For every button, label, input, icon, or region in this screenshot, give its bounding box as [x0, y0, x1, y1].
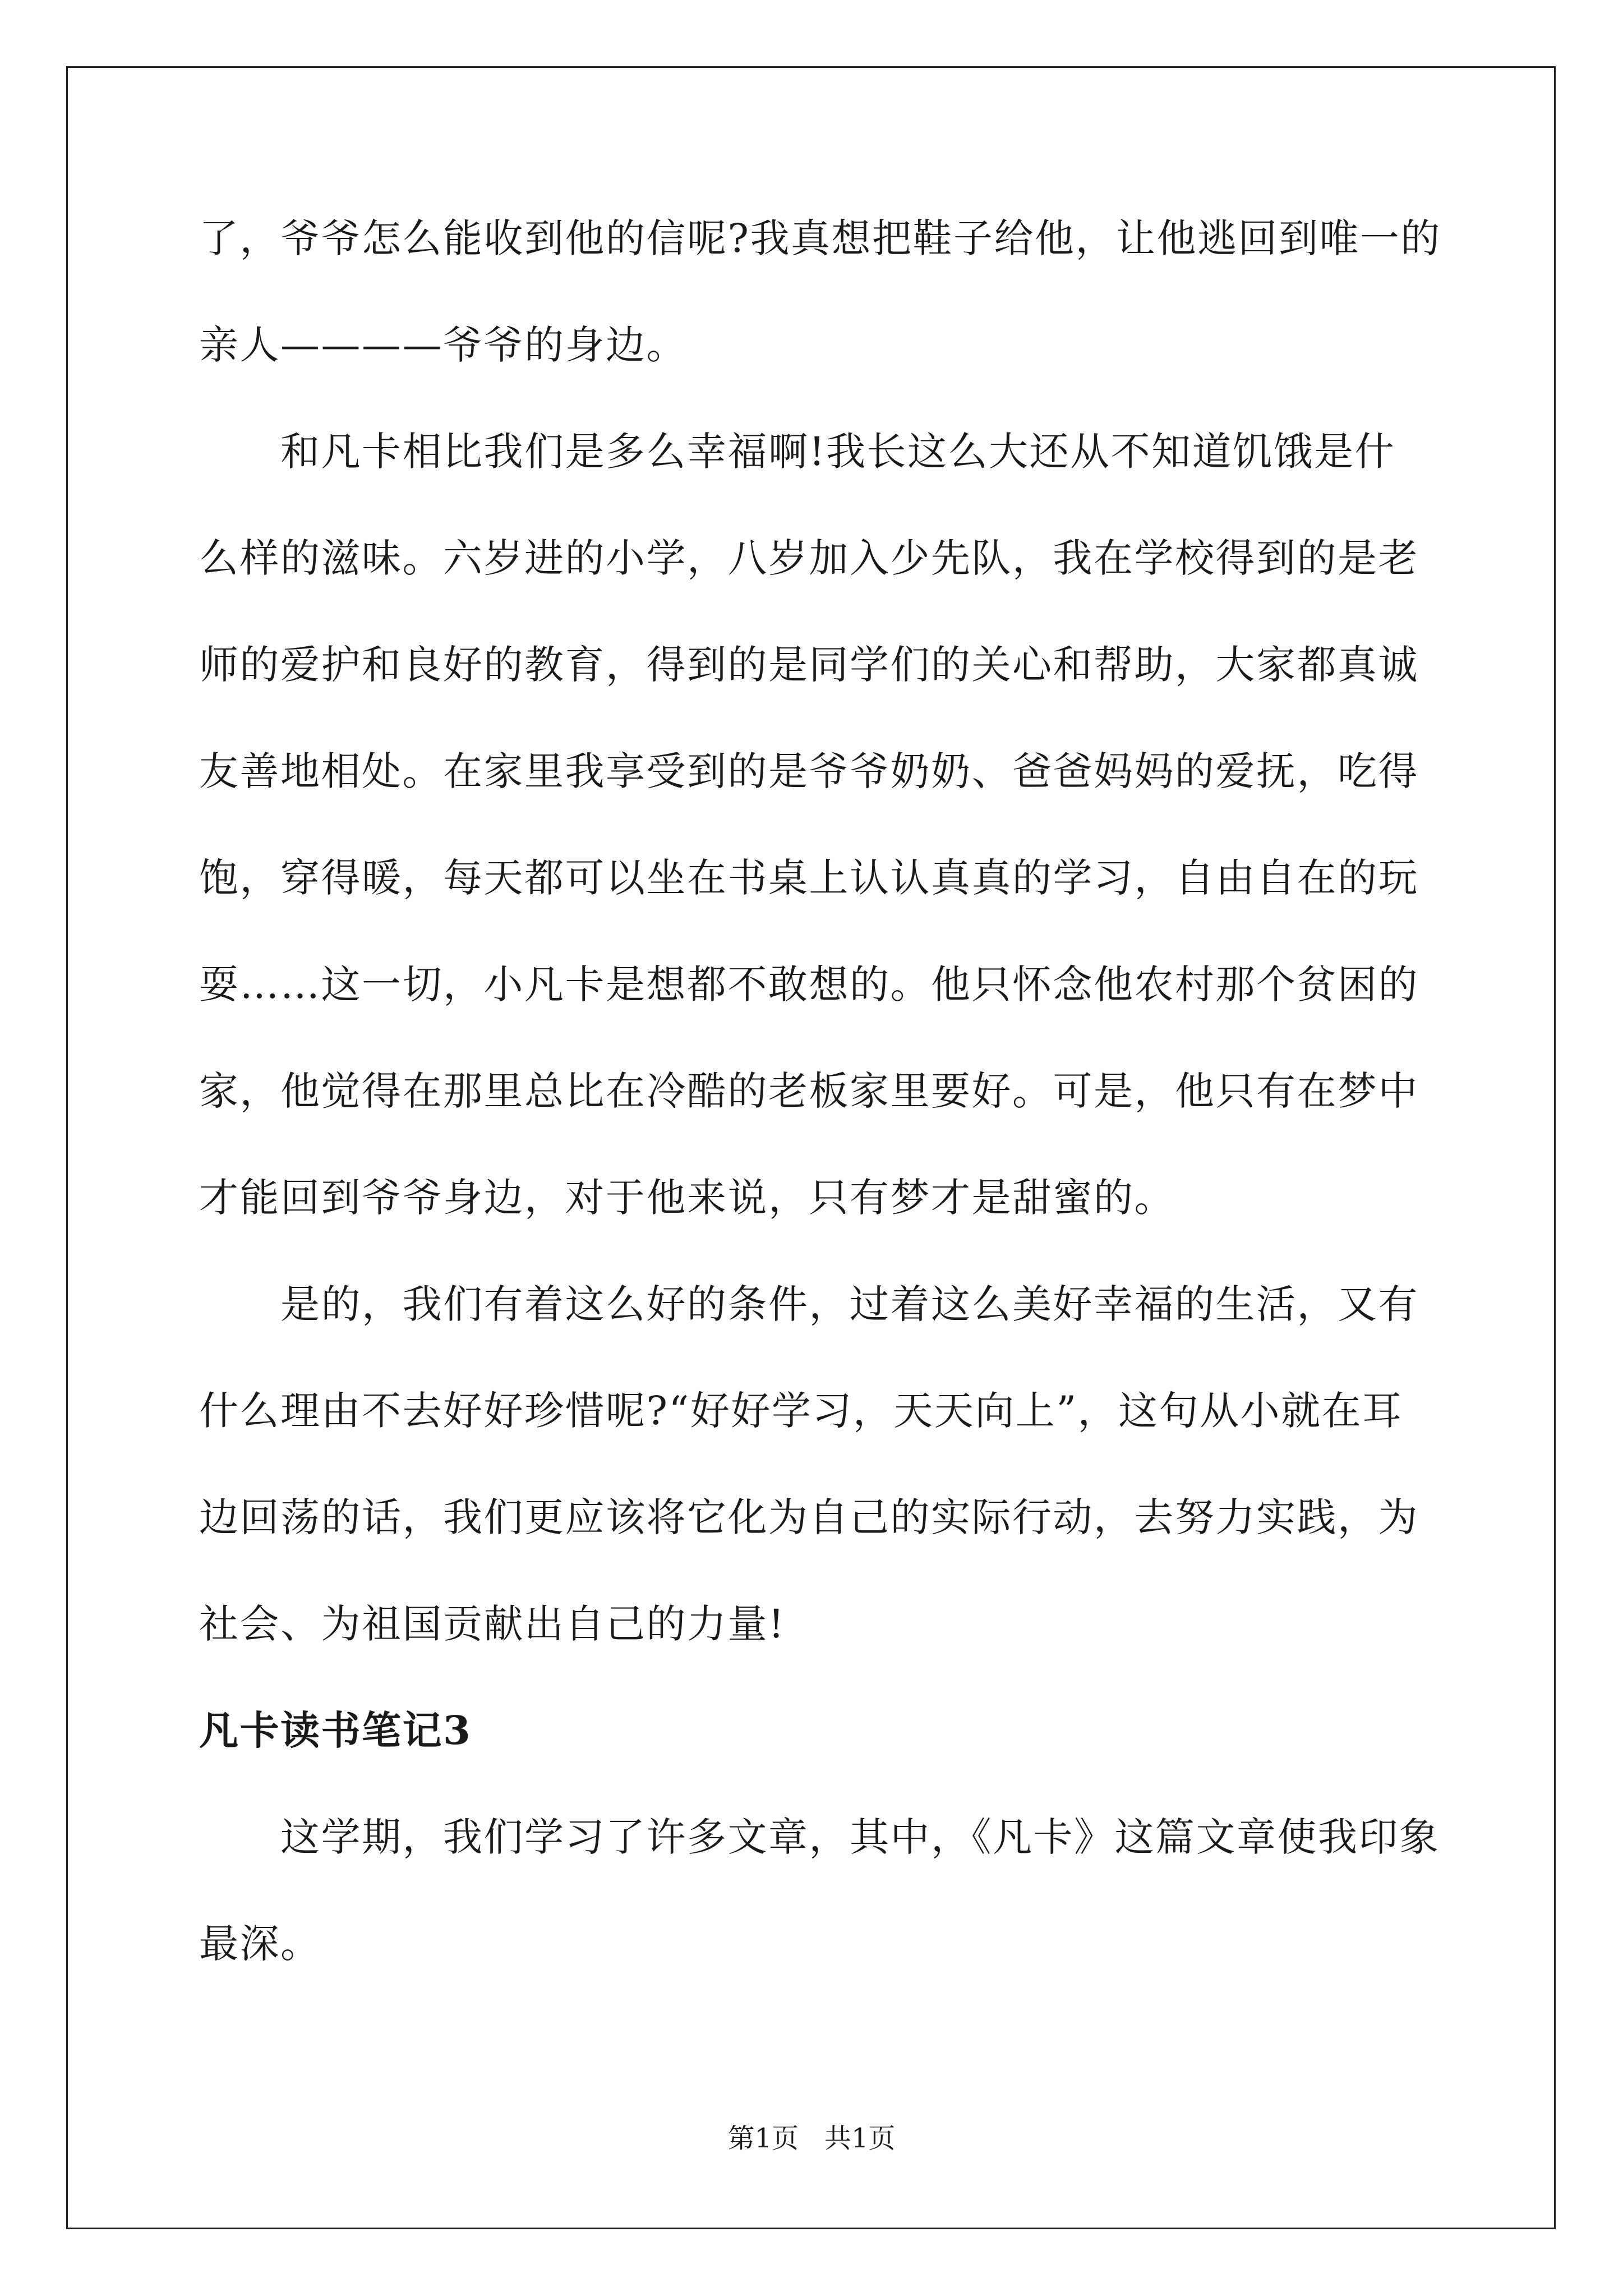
text-line: 么样的滋味。六岁进的小学，八岁加入少先队，我在学校得到的是老 — [199, 535, 1419, 581]
text-line: 什么理由不去好好珍惜呢?“好好学习，天天向上”，这句从小就在耳 — [199, 1388, 1403, 1434]
text-line: 和凡卡相比我们是多么幸福啊!我长这么大还从不知道饥饿是什 — [280, 429, 1396, 475]
text-line: 边回荡的话，我们更应该将它化为自己的实际行动，去努力实践，为 — [199, 1494, 1419, 1540]
text-line: 饱，穿得暖，每天都可以坐在书桌上认认真真的学习，自由自在的玩 — [199, 855, 1419, 901]
text-line: 友善地相处。在家里我享受到的是爷爷奶奶、爸爸妈妈的爱抚，吃得 — [199, 748, 1419, 794]
text-line: 才能回到爷爷身边，对于他来说，只有梦才是甜蜜的。 — [199, 1175, 1175, 1221]
text-line: 最深。 — [199, 1921, 321, 1967]
text-line: 这学期，我们学习了许多文章，其中，《凡卡》这篇文章使我印象 — [280, 1814, 1440, 1860]
section-heading: 凡卡读书笔记3 — [199, 1707, 472, 1754]
paragraph-1 — [199, 185, 1442, 398]
text-line: 是的，我们有着这么好的条件，过着这么美好幸福的生活，又有 — [280, 1281, 1419, 1327]
text-line: 了，爷爷怎么能收到他的信呢?我真想把鞋子给他，让他逃回到唯一的 — [199, 215, 1442, 261]
paragraph-3 — [199, 1251, 1427, 1677]
text-line: 亲人————爷爷的身边。 — [199, 322, 687, 368]
text-line: 家，他觉得在那里总比在冷酷的老板家里要好。可是，他只有在梦中 — [199, 1068, 1419, 1114]
text-line: 师的爱护和良好的教育，得到的是同学们的关心和帮助，大家都真诚 — [199, 642, 1419, 688]
document-body — [199, 185, 1442, 1997]
text-line: 社会、为祖国贡献出自己的力量! — [199, 1601, 786, 1647]
paragraph-4 — [199, 1784, 1440, 1997]
paragraph-2 — [199, 398, 1427, 1251]
page-footer: 第1页 共1页 — [727, 2123, 896, 2154]
text-line: 耍……这一切，小凡卡是想都不敢想的。他只怀念他农村那个贫困的 — [199, 961, 1419, 1007]
